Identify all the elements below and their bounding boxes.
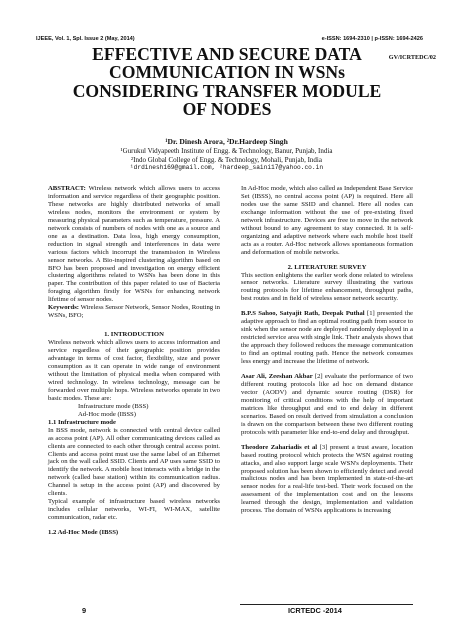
- page-footer: [48, 604, 413, 615]
- keywords-label: Keywords:: [48, 304, 79, 312]
- author-emails: ¹drdinesh169@gmail.com, ²hardeep_saini17@yahoo.co.in: [129, 164, 324, 172]
- title-line-2: COMMUNICATION IN WSNs: [109, 62, 345, 83]
- reference-paragraph-3: [241, 444, 413, 516]
- reference-authors-2: Asar Ali, Zeeshan Akbar: [241, 373, 313, 381]
- running-header: [36, 36, 423, 42]
- mode-bullet-ibss: [48, 411, 220, 419]
- infrastructure-examples: Typical example of infrastructure based wireless networks includes cellular networks, WI-FI, WI-MAX, satellite communication, radar etc.: [48, 498, 220, 522]
- infrastructure-heading: 1.1 Infrastructure mode: [48, 418, 116, 426]
- left-column: [48, 185, 220, 537]
- introduction-heading: 1. INTRODUCTION: [104, 331, 164, 339]
- conference-name: ICRTEDC -2014: [288, 606, 342, 615]
- footer-rule: [240, 604, 413, 605]
- title-line-1: EFFECTIVE AND SECURE DATA: [92, 44, 362, 64]
- bullet-icon: [62, 411, 68, 419]
- reference-authors-1: B.P.S Sahoo, Satyajit Rath, Deepak Puthal: [241, 310, 365, 318]
- reference-paragraph-2: [241, 373, 413, 437]
- paper-title: [22, 44, 436, 120]
- reference-authors-3: Theodore Zahariadis et al: [241, 443, 318, 451]
- literature-text: This section enlightens the earlier work done related to wireless sensor networks. Literature survey illustrating the various routing protocols for lifetime enhancement, throughput paths, best routes and in field of wireless sensor network security.: [241, 271, 413, 303]
- reference-paragraph-1: [241, 310, 413, 366]
- title-line-4: OF NODES: [182, 99, 272, 120]
- author-block: [0, 137, 453, 173]
- reference-text-2: [2] evaluate the performance of two different routing protocols like ad hoc on demand distance vector (AODV) and dynamic source routing (DSR) for monitoring of critical conditions with the help of important matrices like throughput and end to end delay in different scenarios. Based on result derived from simulation a conclusion is drawn on the comparison between these two different routing protocols with parameter like end-to-end delay and throughput.: [241, 373, 413, 436]
- affiliation-2: ²Indo Global College of Engg. & Technology, Mohali, Punjab, India: [131, 155, 322, 164]
- bullet-text: Infrastructure mode (BSS): [78, 402, 149, 410]
- journal-info: IJEEE, Vol. 1, Spl. Issue 2 (May, 2014): [36, 36, 135, 42]
- infrastructure-text: In BSS mode, network is connected with central device called as access point (AP). All other communicating devices called as clients are connected to each other through central access point. Clients and access point must use the same label of an Ethernet jack on the wall called SSID. Clients and AP uses same SSID to identify the network. A mobile host interacts with a bridge in the network (called base station) within its communication radius. Channel is setup in the access point (AP) and discovered by clients.: [48, 426, 220, 498]
- literature-heading: 2. LITERATURE SURVEY: [287, 263, 367, 271]
- reference-text-3: [3] present a trust aware, location based routing protocol which protects the WSN against routing attacks, and also support large scale WSN's deployments. Their proposed solution has been shown to efficiently detect and avoid malicious nodes and has been implemented in state-of-the-art sensor nodes for a real-life test-bed. Their work focused on the assessment of the implementation cost and on the lessons learned through the design, implementation and validation process. The domain of WSNs applications is increasing: [241, 443, 413, 515]
- bullet-text: Ad-Hoc mode (IBSS): [78, 410, 136, 418]
- introduction-text: Wireless network which allows users to access information and service regardless of their geographic position provides advantage in terms of cost factor, flexibility, size and power consumption as it can operate in wide range of environment without the limitation of physical media when compared with wired technology. In wireless technology, message can be forwarded over multiple hops. Wireless networks operate in two basic modes. These are:: [48, 339, 220, 402]
- abstract-text: Wireless network which allows users to access information and service regardless of their geographic position. These networks are highly distributed networks of small wireless nodes, monitors the environment or system by measuring physical parameters such as temperature, pressure. A network consists of numbers of nodes with one as a source and one as a destination. Data loss, high energy consumption, reduction in signal strength and interferences in data were various factors which incorrupt the transmission in Wireless sensor networks. A Bio-inspired clustering algorithm based on BFO has been proposed and investigation on energy efficient clustering algorithms related to WSNs has been done in this paper. The contribution of this paper related to use of Bacteria foraging algorithm firstly for WSNs for enhancing network lifetime of sensor nodes.: [48, 185, 220, 304]
- page-number: 9: [82, 606, 87, 615]
- title-line-3: CONSIDERING TRANSFER MODULE: [72, 80, 382, 101]
- issn-info: e-ISSN: 1694-2310 | p-ISSN: 1694-2426: [321, 36, 423, 42]
- author-names: ¹Dr. Dinesh Arora, ²Dr.Hardeep Singh: [165, 137, 288, 146]
- mode-bullet-bss: [48, 403, 220, 411]
- paper-code: GV/ICRTEDC/02: [388, 54, 436, 61]
- keywords: [48, 304, 220, 320]
- adhoc-heading: 1.2 Ad-Hoc Mode (IBSS): [48, 529, 119, 537]
- bullet-icon: [62, 403, 68, 411]
- right-column: [241, 185, 413, 515]
- abstract: [48, 185, 220, 304]
- reference-text-1: [1] presented the adaptive approach to find an optimal routing path from source to sink when the sensor node are deployed randomly deployed in a restricted service area with single link. Their analysis shows that the approach they followed reduces the message communication to find an optimal routing path. Hence the network consumes less energy and increase the lifetime of network.: [241, 310, 413, 366]
- keywords-text: Wireless Sensor Network, Sensor Nodes, Routing in WSNs, BFO;: [48, 304, 220, 320]
- affiliation-1: ¹Gurukul Vidyapeeth Institute of Engg. & Technology, Banur, Punjab, India: [120, 147, 333, 155]
- adhoc-text: In Ad-Hoc mode, which also called as Independent Base Service Set (IBSS), no central access point (AP) is required. Here all nodes use the same SSID and channel. Here all nodes can exchange information without the use of pre-existing fixed network infrastructure. Devices are free to move in the network without bound to any agreement to stay connected. It is self-organizing and adaptive network where each mobile host itself acts as a router. Ad-Hoc network allows spontaneous formation and deformation of mobile networks.: [241, 185, 413, 256]
- abstract-label: ABSTRACT:: [48, 185, 86, 192]
